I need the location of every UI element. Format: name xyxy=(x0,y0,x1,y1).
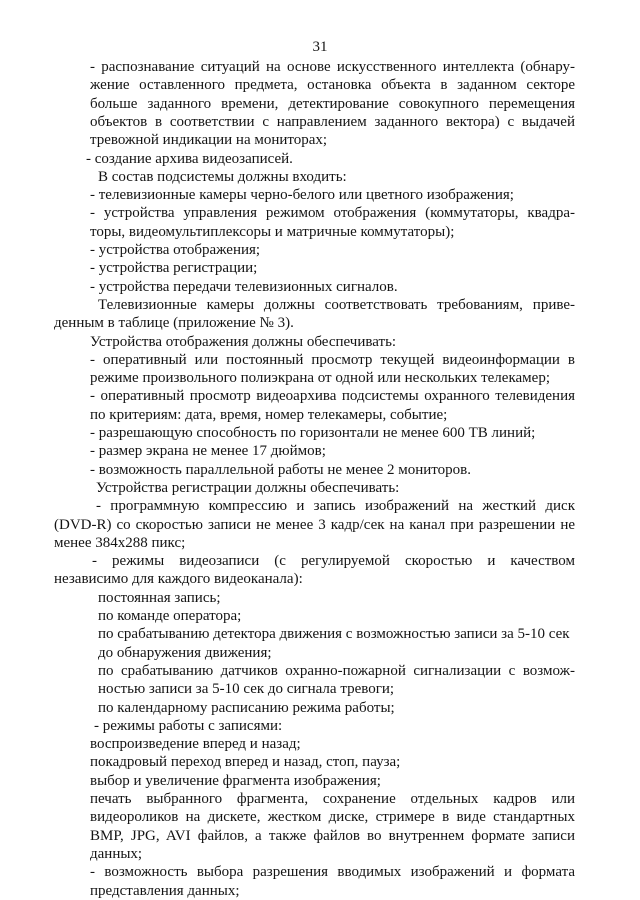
text-line: - оперативный или постоянный просмотр текущей видеоинформации в xyxy=(90,351,575,368)
text-line: по срабатыванию детектора движения с возможностью записи за 5-10 сек xyxy=(98,626,570,643)
text-line: В состав подсистемы должны входить: xyxy=(98,168,347,185)
text-line: покадровый переход вперед и назад, стоп, пауза; xyxy=(90,754,401,771)
text-line: - размер экрана не менее 17 дюймов; xyxy=(90,443,326,460)
text-line: тревожной индикации на мониторах; xyxy=(90,132,328,149)
text-line: постоянная запись; xyxy=(98,589,221,606)
text-line: - оперативный просмотр видеоархива подсистемы охранного телевидения xyxy=(90,388,575,405)
text-line: - режимы работы с записями: xyxy=(94,717,283,734)
text-line: печать выбранного фрагмента, сохранение отдельных кадров или xyxy=(90,791,575,807)
text-line: по срабатыванию датчиков охранно-пожарной сигнализации с возмож- xyxy=(98,662,575,679)
text-line: - телевизионные камеры черно-белого или цветного изображения; xyxy=(90,187,514,204)
text-line: торы, видеомультиплексоры и матричные коммутаторы); xyxy=(90,223,455,240)
page-number: 31 xyxy=(312,39,328,55)
text-line: ностью записи за 5-10 сек до сигнала тревоги; xyxy=(98,681,395,698)
text-line: по календарному расписанию режима работы; xyxy=(98,699,395,716)
text-line: независимо для каждого видеоканала): xyxy=(54,571,303,588)
text-line: - режимы видеозаписи (с регулируемой скоростью и качеством xyxy=(92,553,575,570)
text-line: жение оставленного предмета, остановка объекта в заданном секторе xyxy=(90,77,575,94)
text-line: BMP, JPG, AVI файлов, а также файлов во внутреннем формате записи xyxy=(90,827,575,844)
text-line: - устройства управления режимом отображения (коммутаторы, квадра- xyxy=(90,205,575,222)
text-line: - устройства передачи телевизионных сигналов. xyxy=(90,278,398,295)
text-line: представления данных; xyxy=(90,882,240,899)
text-line: - создание архива видеозаписей. xyxy=(86,150,293,167)
text-line: денным в таблице (приложение № 3). xyxy=(54,315,294,332)
text-line: - устройства регистрации; xyxy=(90,260,258,277)
text-line: по команде оператора; xyxy=(98,608,242,624)
text-line: видеороликов на дискете, жестком диске, стримере в виде стандартных xyxy=(90,809,575,826)
text-line: (DVD-R) со скоростью записи не менее 3 кадр/сек на канал при разрешении не xyxy=(54,516,575,533)
text-line: - устройства отображения; xyxy=(90,242,261,258)
text-line: - программную компрессию и запись изображений на жесткий диск xyxy=(96,498,575,515)
text-line: выбор и увеличение фрагмента изображения; xyxy=(90,772,381,789)
text-line: данных; xyxy=(90,845,143,862)
text-line: - возможность параллельной работы не менее 2 мониторов. xyxy=(90,461,471,478)
text-line: - разрешающую способность по горизонтали не менее 600 ТВ линий; xyxy=(90,425,536,441)
text-line: режиме произвольного полиэкрана от одной или нескольких телекамер; xyxy=(90,370,550,387)
text-line: - возможность выбора разрешения вводимых изображений и формата xyxy=(90,864,575,881)
text-line: Устройства отображения должны обеспечивать: xyxy=(90,333,397,350)
text-line: Телевизионные камеры должны соответствовать требованиям, приве- xyxy=(98,296,575,313)
text-line: - распознавание ситуаций на основе искусственного интеллекта (обнару- xyxy=(90,59,575,75)
text-line: Устройства регистрации должны обеспечивать: xyxy=(96,479,400,496)
text-line: до обнаружения движения; xyxy=(98,644,272,661)
text-line: по критериям: дата, время, номер телекамеры, событие; xyxy=(90,406,448,423)
text-line: менее 384x288 пикс; xyxy=(54,534,186,551)
text-line: объектов в соответствии с направлением заданного вектора) с выдачей xyxy=(90,113,575,130)
text-line: воспроизведение вперед и назад; xyxy=(90,736,301,753)
text-line: больше заданного времени, детектирование совокупного перемещения xyxy=(90,95,575,112)
